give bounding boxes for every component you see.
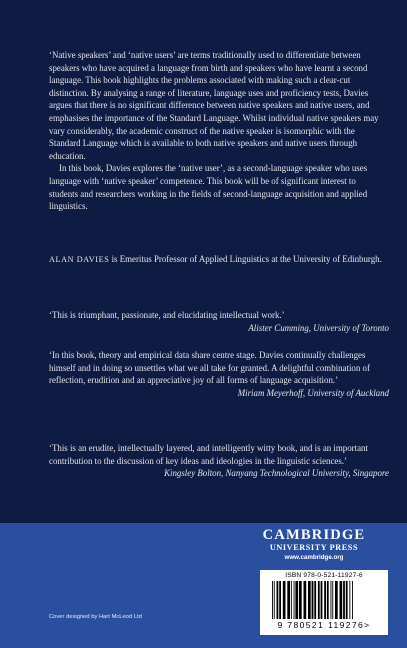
blurb-paragraph-2: In this book, Davies explores the ‘native user’, as a second-language speaker who uses language with ‘native speaker’ competence. This book will be of significant interest to students and researchers working in the fields of second-language acquisition and applied linguistics. <box>49 163 368 212</box>
publisher-url: www.cambridge.org <box>284 554 344 561</box>
barcode-bar <box>318 581 320 619</box>
barcode-panel <box>260 570 388 635</box>
publisher-name: CAMBRIDGE <box>262 527 366 543</box>
barcode-bar <box>295 581 298 619</box>
barcode-bar <box>272 581 273 619</box>
barcode-bar <box>277 581 279 619</box>
barcode-bar <box>340 581 343 619</box>
barcode-bar <box>308 581 311 619</box>
review-attribution: Alister Cumming, University of Toronto <box>248 322 389 333</box>
barcode-number: 9 780521 119276 <box>277 620 365 630</box>
review-quote-text: ‘This is triumphant, passionate, and elucidating intellectual work.’ <box>49 310 285 320</box>
book-blurb <box>49 49 387 213</box>
barcode-digits <box>262 620 386 630</box>
author-bio <box>49 253 387 267</box>
isbn-label: ISBN 978-0-521-11927-6 <box>285 572 363 579</box>
barcode-bar <box>349 581 350 619</box>
barcode-bar <box>332 581 333 619</box>
barcode-bar <box>283 581 286 619</box>
review-attribution: Kingsley Bolton, Nanyang Technological University, Singapore <box>164 468 389 479</box>
review-quote-text: ‘This is an erudite, intellectually layered, and intelligently witty book, and is an important contribution to the discussion of key ideas and ideologies in the linguistic sciences.’ <box>49 443 368 466</box>
barcode-bar <box>346 581 348 619</box>
barcode-image <box>270 581 380 619</box>
barcode-bar <box>287 581 290 619</box>
review-quote-text: ‘In this book, theory and empirical data share centre stage. Davies continually challenges himself and in doing so unsettles what we all take for granted. A delightful combination of reflection, erudition and an appreciative joy of all forms of language acquisition.’ <box>49 350 370 386</box>
barcode-bar <box>335 581 338 619</box>
barcode-bar <box>327 581 329 619</box>
barcode-check-mark: > <box>364 620 371 630</box>
barcode-bar <box>324 581 326 619</box>
review-attribution: Miriam Meyerhoff, University of Auckland <box>237 387 389 398</box>
cover-credit: Cover designed by Hart McLeod Ltd <box>49 614 142 620</box>
barcode-bar <box>343 581 345 619</box>
review-quote <box>49 442 389 480</box>
barcode-bar <box>312 581 314 619</box>
publisher-logo <box>239 527 389 562</box>
publisher-subtitle: UNIVERSITY PRESS <box>269 543 359 552</box>
blurb-paragraph-1: ‘Native speakers’ and ‘native users’ are terms traditionally used to differentiate between speakers who have acquired a language from birth and speakers who have learnt a second language. This book highlights the problems associated with making such a clear-cut distinction. By analysing a range of literature, language uses and proficiency tests, Davies argues that there is no significant difference between native speakers and native users, and emphasises the importance of the Standard Language. Whilst individual native speakers may vary considerably, the academic construct of the native speaker is isomorphic with the Standard Language which is available to both native speakers and native users through education. <box>49 50 379 161</box>
barcode-bar <box>279 581 281 619</box>
barcode-bar <box>331 581 332 619</box>
barcode-bar <box>352 581 353 619</box>
author-bio-text: is Emeritus Professor of Applied Linguistics at the University of Edinburgh. <box>109 254 382 264</box>
barcode-bar <box>274 581 275 619</box>
review-quote <box>49 309 389 334</box>
barcode-bar <box>321 581 323 619</box>
author-name: ALAN DAVIES <box>49 255 110 264</box>
barcode-bar <box>314 581 316 619</box>
barcode-bar <box>304 581 307 619</box>
barcode-bar <box>294 581 295 619</box>
review-quote <box>49 349 389 399</box>
barcode-bar <box>291 581 292 619</box>
barcode-bar <box>299 581 302 619</box>
